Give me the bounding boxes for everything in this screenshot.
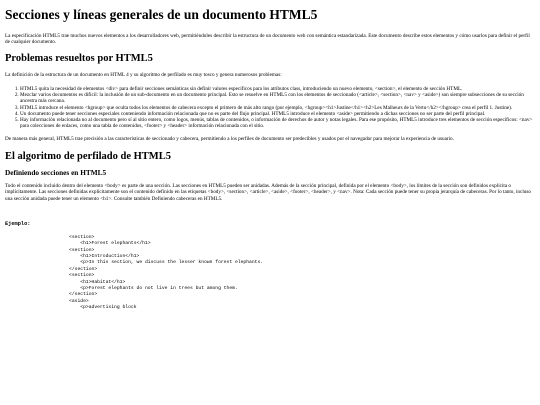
code-line: <p>advertising block: [69, 305, 137, 311]
intro-paragraph: La especificación HTML5 trae muchos nuevos elementos a los desarrolladores web, permitiéndoles describir la estructura de un documento web con semántica estandarizada. Este documento describe estos elementos y cómo usarlos para definir el perfil de cualquier documento.: [5, 32, 530, 46]
code-line: <h1>Habitat</h1>: [69, 279, 126, 285]
list-item: 2. Mezclar varios documentos es difícil: la inclusión de un sub-documento en un documento principal. Esto se resuelve en HTML5 con los elementos de seccionado (<article>, <section>, <nav> y <aside>) son siempre subsecciones de su sección ancestra más cercana.: [20, 92, 535, 104]
code-line: <p>In this section, we discuss the lesser known forest elephants.: [69, 260, 264, 266]
list-item: 5. Hay información relacionada no al documento pero sí al sitio entero, como logos, menús, tablas de contenidos, o información de derechos de autor y notas legales. Para ese propósito, HTML5 introduce tres elementos de sección específicos: <nav> para colecciones de enlaces, como una tabla de contenidos, <footer> y <header> información relacionada con el sitio.: [20, 117, 535, 129]
list-item: 3. HTML5 introduce el elemento <hgroup> que oculta todos los elementos de cabecera excepto el primero de más alto rango (por ejemplo, <hgroup><h1>Justine</h1><h2>Les Malheurs de la Vertu</h2></hgroup> crea el perfil 1. Justine).: [20, 105, 535, 111]
code-line: <h1>Introduction</h1>: [69, 254, 140, 260]
page-title: Secciones y líneas generales de un documento HTML5: [5, 7, 318, 22]
problems-heading: Problemas resueltos por HTML5: [5, 53, 153, 65]
problems-summary: De manera más general, HTML5 trae precisión a las características de seccionado y cabecera, permitiendo a los perfiles de documento ser predecibles y usados por el navegador para mejorar la experiencia de usuario.: [5, 136, 454, 143]
problems-lead: La definición de la estructura de un documento en HTML 4 y su algoritmo de perfilado es muy tosco y genera numerosos problemas:: [5, 71, 282, 78]
code-line: <p>Forest elephants do not live in trees but among them.: [69, 286, 238, 292]
code-line: </section>: [69, 266, 98, 272]
sections-subheading: Definiendo secciones en HTML5: [5, 168, 107, 178]
code-line: </section>: [69, 292, 98, 298]
example-label: Ejemplo:: [5, 220, 31, 227]
algorithm-heading: El algoritmo de perfilado de HTML5: [5, 150, 171, 162]
problems-list: [5, 86, 535, 129]
code-line: <aside>: [69, 298, 89, 304]
code-block: [5, 235, 535, 312]
code-line: <section>: [69, 247, 95, 253]
code-line: <section>: [69, 273, 95, 279]
code-line: <h1>Forest elephants</h1>: [69, 241, 151, 247]
sections-paragraph: Todo el contenido incluido dentro del elemento <body> es parte de una sección. Las secciones en HTML5 pueden ser anidadas. Además de la sección principal, definida por el elemento <body>, los límites de la sección son definidos explícita o implícitamente. Las secciones definidas explícitamente son el contenido definido en las etiquetas <body>, <section>, <article>, <aside>, <footer>, <header>, y <nav>. Nota: Cada sección puede tener su propia jerarquía de cabeceras. Por lo tanto, incluso una sección anidada puede tener un elemento <h1>. Consulte también Definiendo cabeceras en HTML5.: [5, 183, 531, 202]
code-line: <section>: [69, 234, 95, 240]
list-item: 1. HTML5 quita la necesidad de elementos <div> para definir secciones semánticas sin definir valores específicos para los atributos class, introduciendo un nuevo elemento, <section>, el elemento de sección HTML.: [20, 86, 535, 92]
list-item: 4. Un documento puede tener secciones especiales conteniendo información relacionada que no es parte del flujo principal. HTML5 introduce el elemento <aside> permitiendo a dichas secciones no ser parte del perfil principal.: [20, 111, 535, 117]
